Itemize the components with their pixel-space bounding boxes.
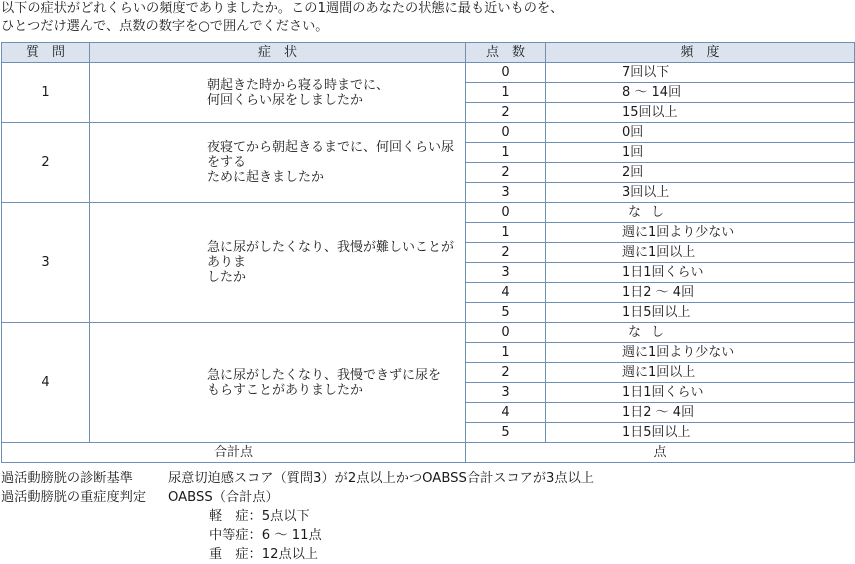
frequency-label: 1回 — [546, 143, 855, 163]
header-score: 点 数 — [466, 43, 546, 63]
total-row — [2, 443, 855, 463]
header-frequency: 頻 度 — [546, 43, 855, 63]
header-symptom: 症 状 — [90, 43, 466, 63]
severity-level-severe: 重 症：12点以上 — [209, 547, 319, 562]
score-option[interactable]: 0 — [466, 323, 546, 343]
score-option[interactable]: 1 — [466, 143, 546, 163]
frequency-label: 1日5回以上 — [546, 423, 855, 443]
score-option[interactable]: 3 — [466, 263, 546, 283]
diagnosis-value: 尿意切迫感スコア（質問3）が2点以上かつOABSS合計スコアが3点以上 — [168, 471, 594, 486]
frequency-label: 7回以下 — [546, 63, 855, 83]
symptom-line: 何回くらい尿をしましたか — [207, 92, 364, 108]
instructions-line-2: ひとつだけ選んで、点数の数字を○で囲んでください。 — [1, 19, 329, 34]
frequency-label: なし — [546, 323, 855, 343]
score-option[interactable]: 2 — [466, 243, 546, 263]
score-option[interactable]: 1 — [466, 83, 546, 103]
score-option[interactable]: 3 — [466, 383, 546, 403]
diagnosis-label: 過活動膀胱の診断基準 — [1, 471, 133, 486]
question-number: 1 — [2, 63, 90, 123]
total-score-cell[interactable]: 点 — [466, 443, 855, 463]
question-number: 4 — [2, 323, 90, 443]
score-option[interactable]: 0 — [466, 63, 546, 83]
score-option[interactable]: 2 — [466, 363, 546, 383]
severity-label: 過活動膀胱の重症度判定 — [1, 490, 147, 505]
severity-level-moderate: 中等症：6 ～ 11点 — [209, 528, 322, 543]
frequency-label: 1日2 ～ 4回 — [546, 403, 855, 423]
severity-level-mild: 軽 症：5点以下 — [209, 509, 310, 524]
symptom-line: 夜寝てから朝起きるまでに、何回くらい尿をする — [207, 140, 455, 170]
symptom-line: したか — [207, 270, 247, 285]
score-option[interactable]: 1 — [466, 223, 546, 243]
frequency-label: 3回以上 — [546, 183, 855, 203]
question-number: 2 — [2, 123, 90, 203]
question-symptom — [90, 203, 466, 323]
symptom-line: 急に尿がしたくなり、我慢が難しいことがありま — [207, 240, 455, 270]
question-symptom — [90, 323, 466, 443]
score-option[interactable]: 5 — [466, 423, 546, 443]
score-option[interactable]: 4 — [466, 403, 546, 423]
total-label: 合計点 — [2, 443, 466, 463]
question-symptom — [90, 123, 466, 203]
frequency-label: 1日1回くらい — [546, 383, 855, 403]
symptom-line: 急に尿がしたくなり、我慢できずに尿を — [207, 367, 442, 383]
table-row — [2, 203, 855, 223]
score-option[interactable]: 5 — [466, 303, 546, 323]
score-option[interactable]: 2 — [466, 163, 546, 183]
table-body — [2, 63, 855, 443]
symptom-line: ために起きましたか — [207, 170, 325, 185]
header-question: 質 問 — [2, 43, 90, 63]
frequency-label: 週に1回以上 — [546, 363, 855, 383]
score-option[interactable]: 0 — [466, 203, 546, 223]
frequency-label: 1日5回以上 — [546, 303, 855, 323]
severity-value: OABSS（合計点） — [168, 490, 279, 505]
instructions — [1, 0, 851, 36]
frequency-label: 週に1回以上 — [546, 243, 855, 263]
score-option[interactable]: 1 — [466, 343, 546, 363]
frequency-label: 1日2 ～ 4回 — [546, 283, 855, 303]
instructions-line-1: 以下の症状がどれくらいの頻度でありましたか。この1週間のあなたの状態に最も近いものを、 — [1, 1, 564, 16]
score-option[interactable]: 4 — [466, 283, 546, 303]
score-option[interactable]: 0 — [466, 123, 546, 143]
frequency-label: 週に1回より少ない — [546, 343, 855, 363]
frequency-label: なし — [546, 203, 855, 223]
frequency-label: 1日1回くらい — [546, 263, 855, 283]
question-symptom — [90, 63, 466, 123]
frequency-label: 15回以上 — [546, 103, 855, 123]
table-row — [2, 123, 855, 143]
oabss-questionnaire-table — [1, 42, 855, 463]
frequency-label: 0回 — [546, 123, 855, 143]
frequency-label: 8 ～ 14回 — [546, 83, 855, 103]
frequency-label: 週に1回より少ない — [546, 223, 855, 243]
symptom-line: 朝起きた時から寝る時までに、 — [207, 77, 390, 93]
question-number: 3 — [2, 203, 90, 323]
table-header-row — [2, 43, 855, 63]
table-row — [2, 63, 855, 83]
score-option[interactable]: 2 — [466, 103, 546, 123]
frequency-label: 2回 — [546, 163, 855, 183]
score-option[interactable]: 3 — [466, 183, 546, 203]
table-row — [2, 323, 855, 343]
symptom-line: もらすことがありましたか — [207, 382, 364, 398]
